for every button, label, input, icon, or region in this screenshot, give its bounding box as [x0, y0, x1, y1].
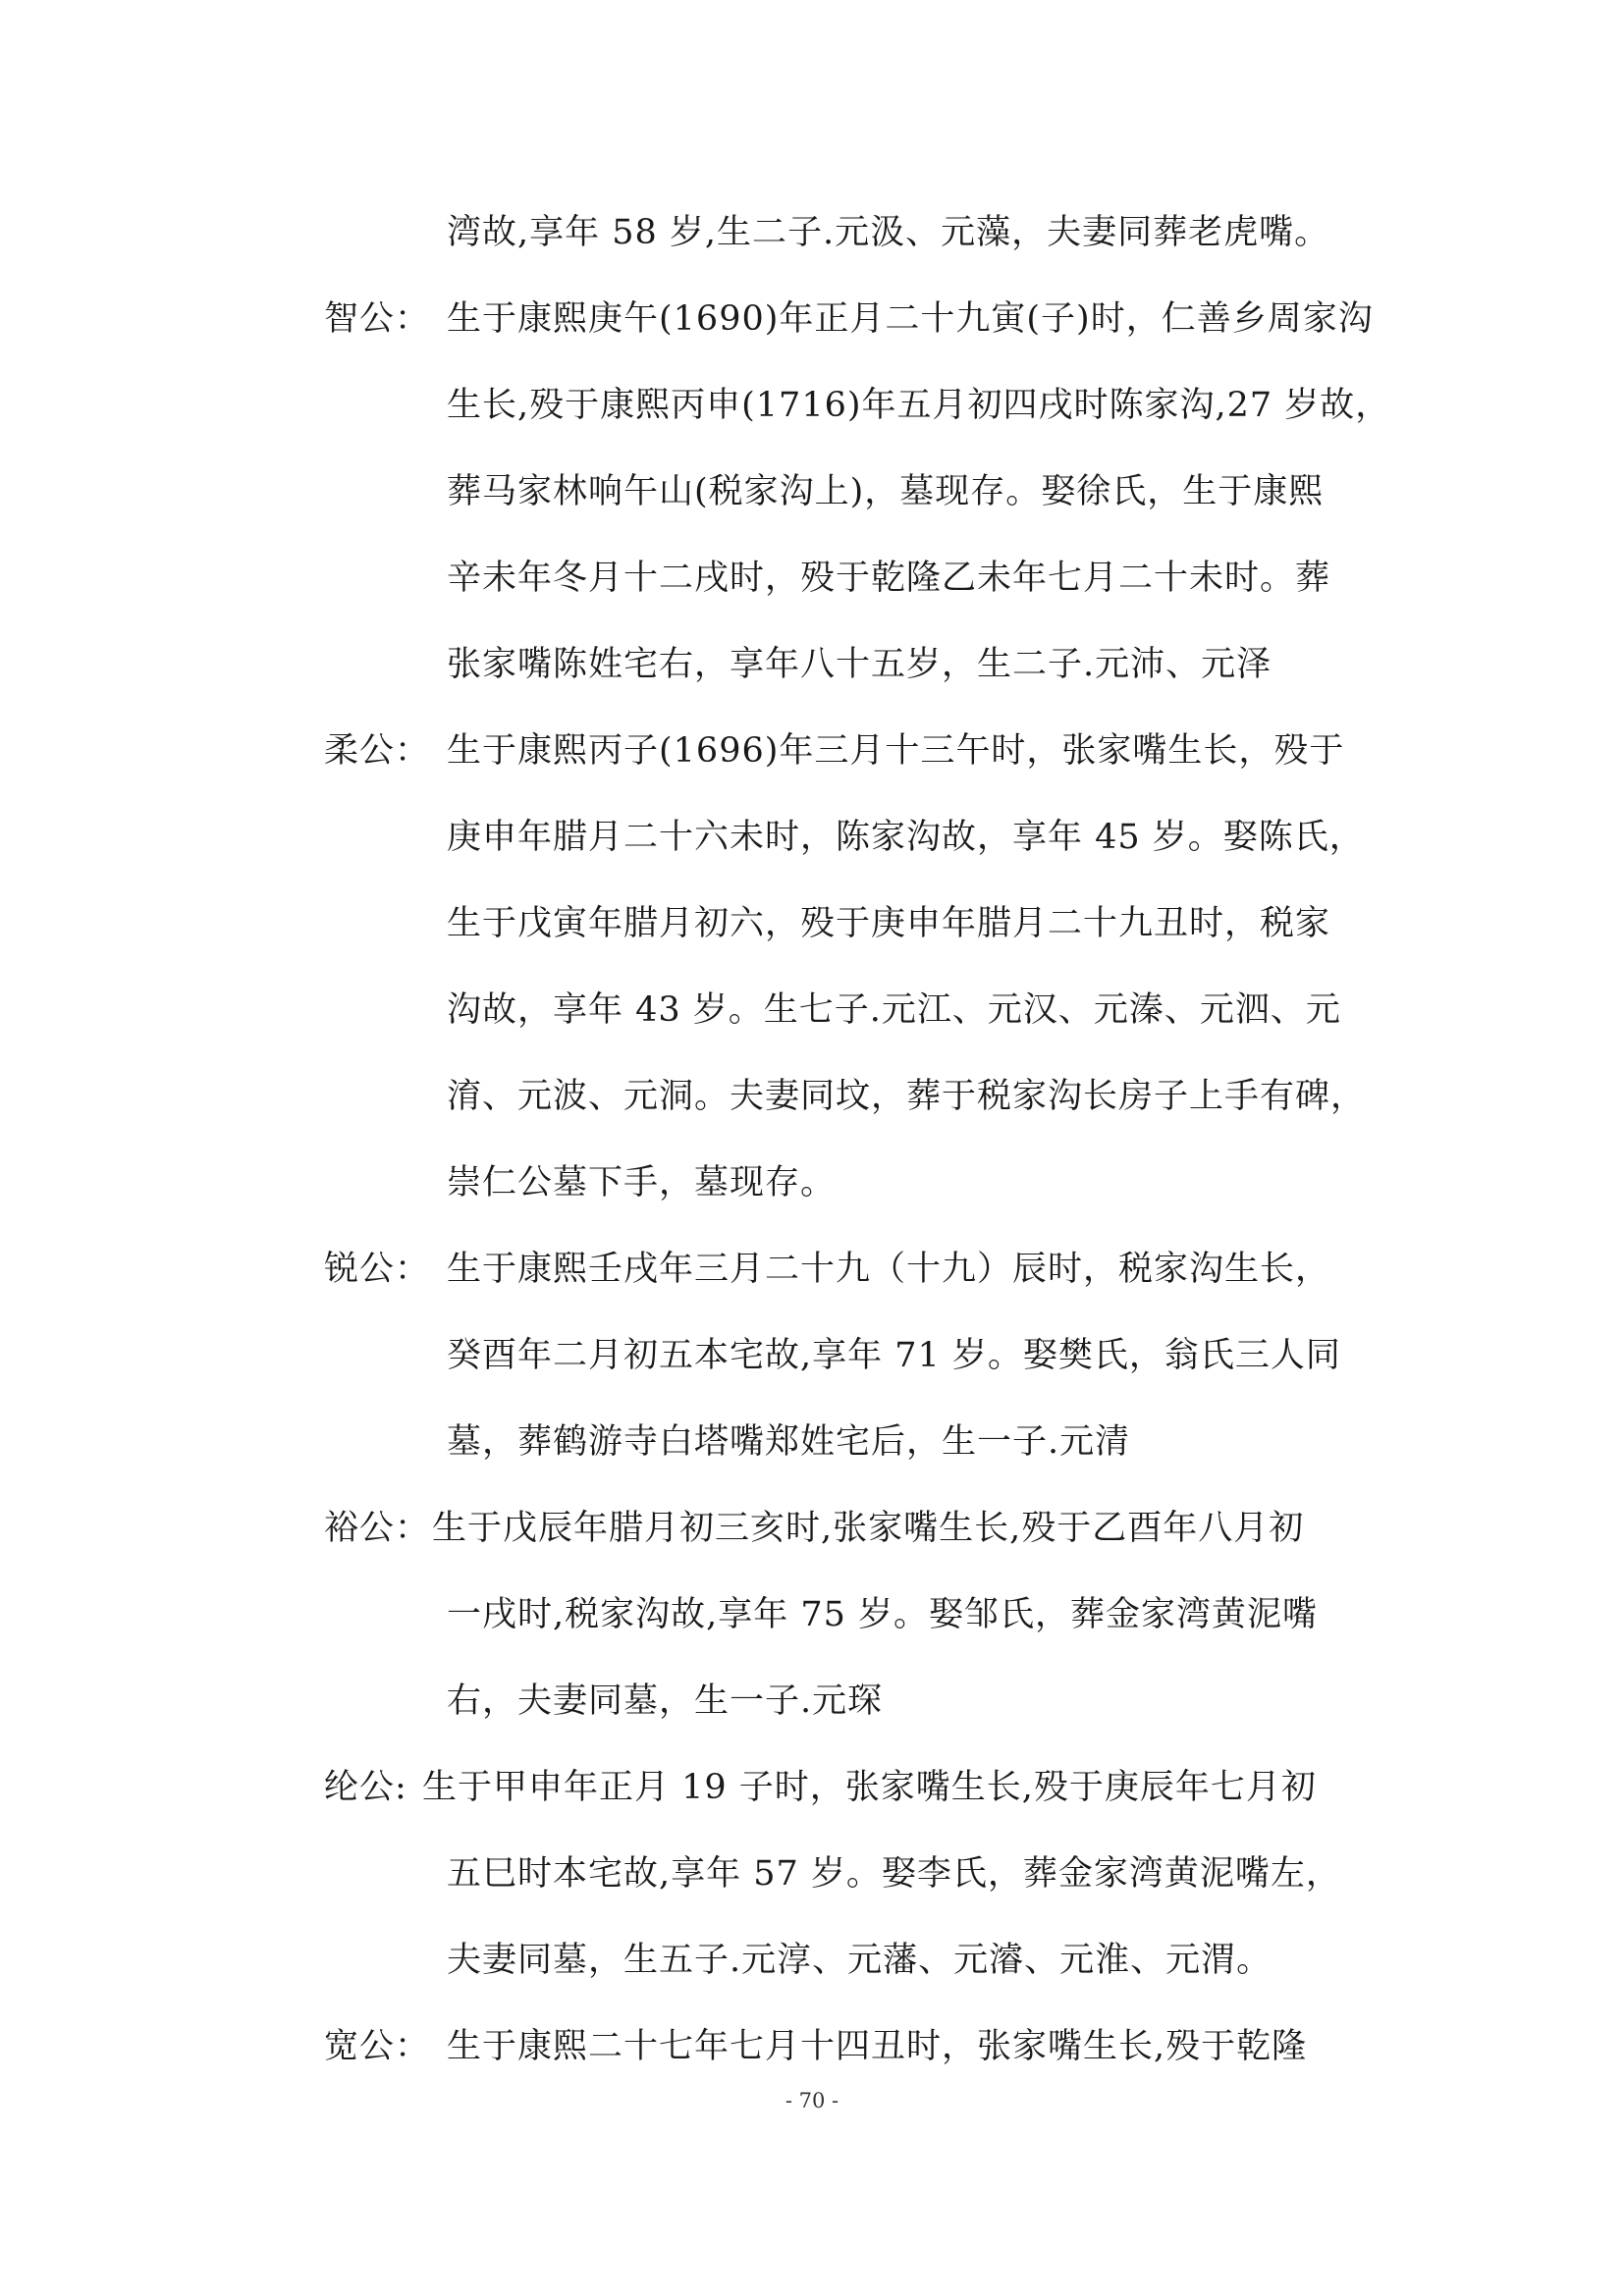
entry-rui-line-2: 癸酉年二月初五本宅故,享年 71 岁。娶樊氏，翁氏三人同 [447, 1336, 1341, 1375]
entry-kuan-line-1: 生于康熙二十七年七月十四丑时，张家嘴生长,殁于乾隆 [447, 2027, 1308, 2066]
entry-rou-line-6: 崇仁公墓下手，墓现存。 [447, 1163, 837, 1202]
entry-name-zhi: 智公： [324, 299, 431, 339]
entry-rou-line-5: 淯、元波、元洞。夫妻同坟，葬于税家沟长房子上手有碑， [447, 1077, 1367, 1116]
entry-rui-line-3: 墓，葬鹤游寺白塔嘴郑姓宅后，生一子.元清 [447, 1422, 1131, 1462]
entry-lun-line-2: 五巳时本宅故,享年 57 岁。娶李氏，葬金家湾黄泥嘴左， [447, 1854, 1341, 1894]
page-number: - 70 - [785, 2089, 839, 2112]
entry-rou-line-4: 沟故，享年 43 岁。生七子.元江、元汉、元溱、元泗、元 [447, 990, 1341, 1030]
entry-zhi-line-5: 张家嘴陈姓宅右，享年八十五岁，生二子.元沛、元泽 [447, 645, 1272, 684]
entry-rou-line-3: 生于戊寅年腊月初六，殁于庚申年腊月二十九丑时，税家 [447, 904, 1331, 943]
entry-zhi-line-2: 生长,殁于康熙丙申(1716)年五月初四戌时陈家沟,27 岁故， [447, 386, 1391, 425]
entry-zhi-line-4: 辛未年冬月十二戌时，殁于乾隆乙未年七月二十未时。葬 [447, 559, 1331, 598]
entry-name-lun: 纶公: [324, 1768, 407, 1807]
entry-yu-line-1: 生于戊辰年腊月初三亥时,张家嘴生长,殁于乙酉年八月初 [432, 1509, 1305, 1548]
entry-rou-line-1: 生于康熙丙子(1696)年三月十三午时，张家嘴生长，殁于 [447, 731, 1345, 771]
entry-zhi-line-1: 生于康熙庚午(1690)年正月二十九寅(子)时，仁善乡周家沟 [447, 299, 1374, 339]
entry-lun-line-1: 生于甲申年正月 19 子时，张家嘴生长,殁于庚辰年七月初 [422, 1768, 1317, 1807]
entry-rou-line-2: 庚申年腊月二十六未时，陈家沟故，享年 45 岁。娶陈氏， [447, 818, 1365, 857]
entry-zhi-line-3: 葬马家林响午山(税家沟上)，墓现存。娶徐氏，生于康熙 [447, 472, 1325, 511]
entry-name-rou: 柔公： [324, 731, 431, 771]
entry-name-kuan: 宽公： [324, 2027, 431, 2066]
entry-name-rui: 锐公： [324, 1250, 431, 1289]
entry-lun-line-3: 夫妻同墓，生五子.元淳、元藩、元濬、元淮、元渭。 [447, 1941, 1272, 1980]
entry-rui-line-1: 生于康熙壬戌年三月二十九（十九）辰时，税家沟生长， [447, 1250, 1331, 1289]
entry-continuation-line: 湾故,享年 58 岁,生二子.元汲、元藻，夫妻同葬老虎嘴。 [447, 213, 1330, 252]
entry-yu-line-2: 一戌时,税家沟故,享年 75 岁。娶邹氏，葬金家湾黄泥嘴 [447, 1595, 1319, 1634]
entry-yu-line-3: 右，夫妻同墓，生一子.元琛 [447, 1682, 884, 1721]
entry-name-yu: 裕公： [324, 1509, 431, 1548]
